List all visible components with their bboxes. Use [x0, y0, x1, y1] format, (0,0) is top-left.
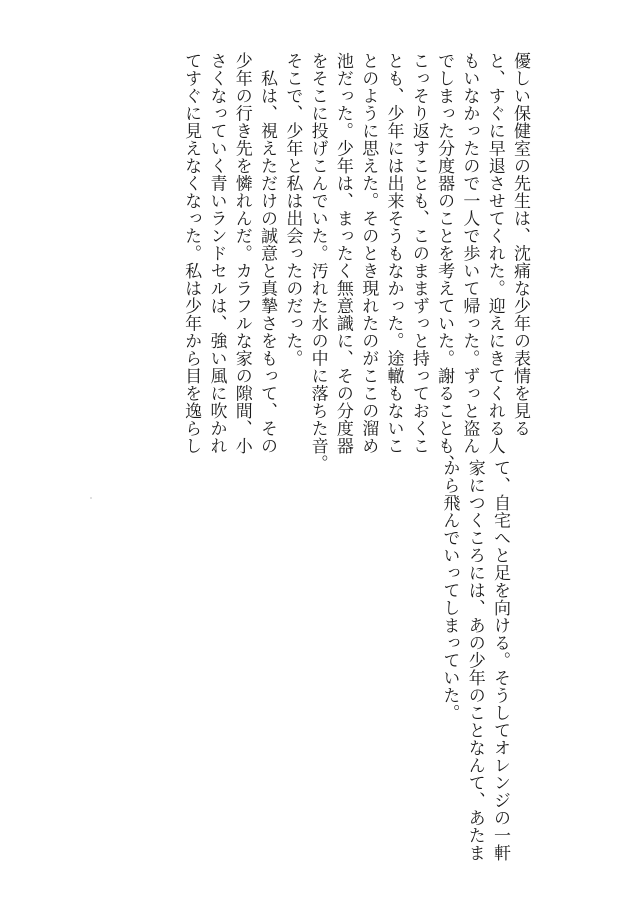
text-line: もいなかったので一人で歩いて帰った。ずっと盗ん: [459, 52, 480, 455]
text-line: こっそり返すことも、このままずっと持っておくこ: [408, 52, 429, 455]
text-line: をそこに投げこんでいた。汚れた水の中に落ちた音。: [307, 52, 328, 472]
text-line: とのように思えた。そのとき現れたのがここの溜め: [358, 52, 379, 455]
text-line: 私は、視えただけの誠意と真摯さをもって、その: [257, 52, 278, 455]
text-line: 池だった。少年は、まったく無意識に、その分度器: [332, 52, 353, 455]
upper-text-block: [178, 52, 532, 472]
text-line: そこで、少年と私は出会ったのだった。: [282, 52, 303, 367]
text-line: てすぐに見えなくなった。私は少年から目を逸らし: [181, 52, 202, 455]
text-line: 家につくころには、あの少年のことなんて、あたま: [464, 459, 485, 862]
text-line: 少年の行き先を憐れんだ。カラフルな家の隙間、小: [231, 52, 252, 455]
paper-speck: [90, 497, 92, 499]
text-line: 優しい保健室の先生は、沈痛な少年の表情を見る: [510, 52, 530, 437]
text-line: から飛んでいってしまっていた。: [439, 459, 460, 722]
text-line: と、すぐに早退させてくれた。迎えにきてくれる人: [484, 52, 505, 455]
lower-text-block: [436, 459, 512, 862]
text-line: でしまった分度器のことを考えていた。謝ることも、: [434, 52, 455, 472]
text-line: て、自宅へと足を向ける。そうしてオレンジの一軒: [490, 459, 510, 862]
text-line: とも、少年には出来そうもなかった。途轍もないこ: [383, 52, 404, 455]
text-line: さくなっていく青いランドセルは、強い風に吹かれ: [206, 52, 227, 455]
